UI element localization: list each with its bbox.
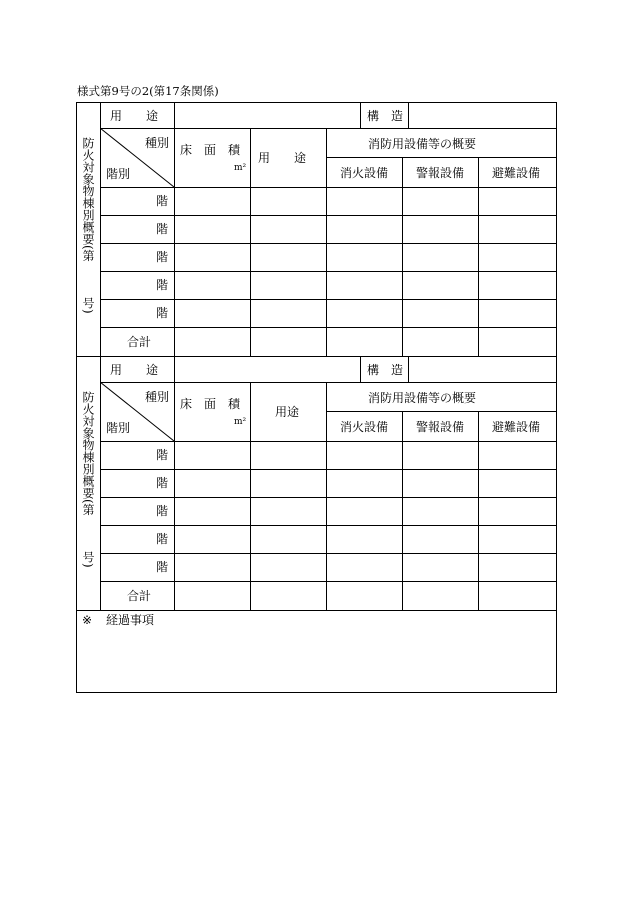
area-unit: m² [234,417,247,427]
notes-section [77,610,556,693]
floor-row-label: 階 [156,476,169,490]
structure-label: 構 造 [367,109,404,123]
section-side-label: 防火対象物棟別概要(第 [81,391,95,516]
floor-area-label: 床 面 積 [180,397,241,411]
floor-row-label: 階 [156,194,169,208]
floor-row-label: 階 [156,532,169,546]
form-frame [76,102,557,693]
notes-label: 経過事項 [106,613,155,627]
equipment-header: 消防用設備等の概要 [368,137,477,151]
floor-row-label: 階 [156,504,169,518]
usage-label: 用 途 [110,363,159,377]
kind-label: 種別 [145,136,170,150]
evacuation-equipment-label: 避難設備 [492,420,541,434]
fire-extinguishing-label: 消火設備 [340,166,389,180]
section-side-label-end: 号) [81,297,95,314]
floor-row-label: 階 [156,278,169,292]
area-unit: m² [234,163,247,173]
building-summary-section-1 [77,103,556,356]
section-side-label-end: 号) [81,551,95,568]
notes-mark: ※ [82,613,93,627]
floor-label: 階別 [106,421,131,435]
floor-row-label: 階 [156,250,169,264]
floor-row-label: 階 [156,448,169,462]
floor-row-label: 階 [156,306,169,320]
alarm-equipment-label: 警報設備 [416,166,465,180]
total-label: 合計 [127,335,152,349]
form-title: 様式第9号の2(第17条関係) [77,84,219,98]
alarm-equipment-label: 警報設備 [416,420,465,434]
floor-row-label: 階 [156,560,169,574]
fire-extinguishing-label: 消火設備 [340,420,389,434]
usage-column-label: 用途 [275,405,300,419]
evacuation-equipment-label: 避難設備 [492,166,541,180]
total-label: 合計 [127,589,152,603]
section-side-label: 防火対象物棟別概要(第 [81,137,95,262]
floor-area-label: 床 面 積 [180,143,241,157]
floor-row-label: 階 [156,222,169,236]
building-summary-section-2 [77,356,556,610]
equipment-header: 消防用設備等の概要 [368,391,477,405]
usage-column-label: 用 途 [258,151,307,165]
kind-label: 種別 [145,390,170,404]
floor-label: 階別 [106,167,131,181]
structure-label: 構 造 [367,363,404,377]
usage-label: 用 途 [110,109,159,123]
